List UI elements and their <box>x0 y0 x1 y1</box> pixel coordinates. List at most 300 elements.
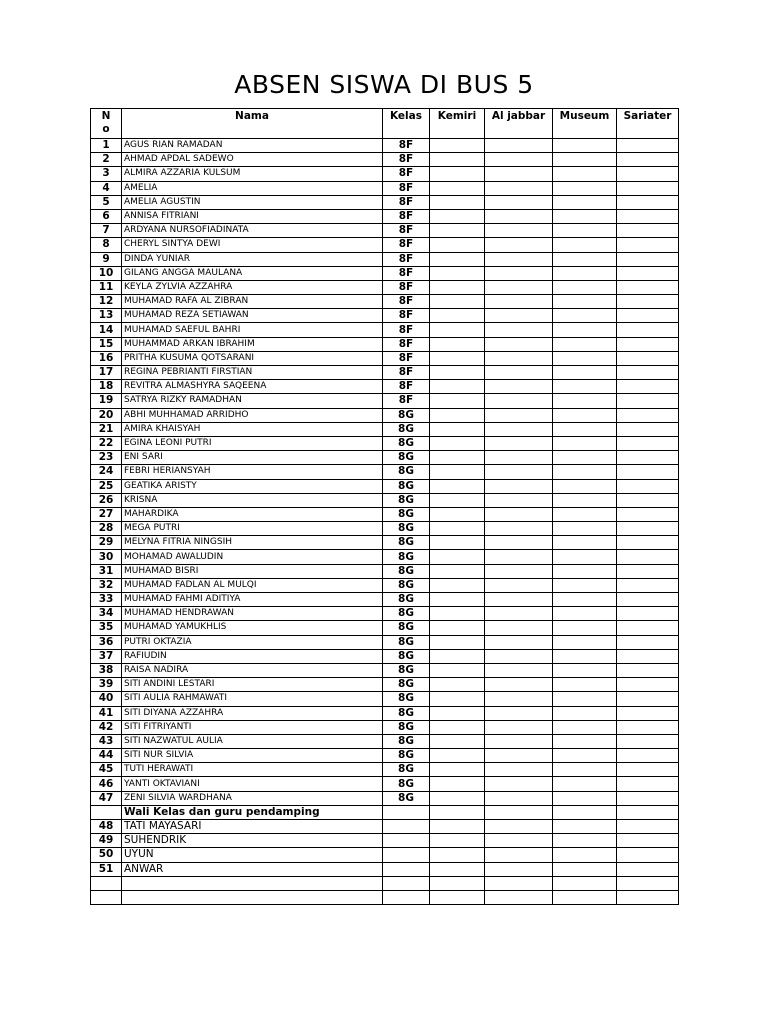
kemiri-cell[interactable] <box>430 167 485 181</box>
teachers-heading: Wali Kelas dan guru pendamping <box>122 805 383 819</box>
museum-cell[interactable] <box>553 224 617 238</box>
student-row <box>91 564 679 578</box>
kemiri-cell[interactable] <box>430 635 485 649</box>
museum-cell[interactable] <box>553 706 617 720</box>
aljabbar-cell[interactable] <box>485 422 553 436</box>
header-sariater: Sariater <box>617 109 679 139</box>
aljabbar-cell[interactable] <box>485 678 553 692</box>
student-row <box>91 465 679 479</box>
kemiri-cell[interactable] <box>430 593 485 607</box>
header-kemiri: Kemiri <box>430 109 485 139</box>
sariater-cell[interactable] <box>617 309 679 323</box>
kemiri-cell[interactable] <box>430 820 485 834</box>
museum-cell[interactable] <box>553 195 617 209</box>
aljabbar-cell[interactable] <box>485 550 553 564</box>
kemiri-cell[interactable] <box>430 706 485 720</box>
aljabbar-cell[interactable] <box>485 734 553 748</box>
sariater-cell[interactable] <box>617 295 679 309</box>
aljabbar-cell[interactable] <box>485 366 553 380</box>
aljabbar-cell[interactable] <box>485 507 553 521</box>
aljabbar-cell[interactable] <box>485 465 553 479</box>
aljabbar-cell[interactable] <box>485 167 553 181</box>
museum-cell[interactable] <box>553 720 617 734</box>
row-number: 33 <box>91 593 122 607</box>
sariater-cell[interactable] <box>617 351 679 365</box>
student-row <box>91 337 679 351</box>
sariater-cell[interactable] <box>617 238 679 252</box>
aljabbar-cell[interactable] <box>485 238 553 252</box>
museum-cell[interactable] <box>553 380 617 394</box>
aljabbar-cell[interactable] <box>485 692 553 706</box>
student-class: 8G <box>383 678 430 692</box>
student-class: 8G <box>383 749 430 763</box>
kemiri-cell[interactable] <box>430 337 485 351</box>
student-row <box>91 734 679 748</box>
sariater-cell[interactable] <box>617 607 679 621</box>
aljabbar-cell[interactable] <box>485 578 553 592</box>
museum-cell[interactable] <box>553 280 617 294</box>
student-class: 8F <box>383 167 430 181</box>
sariater-cell[interactable] <box>617 181 679 195</box>
header-no-label: N o <box>101 110 111 135</box>
museum-cell[interactable] <box>553 593 617 607</box>
museum-cell[interactable] <box>553 238 617 252</box>
aljabbar-cell[interactable] <box>485 295 553 309</box>
museum-cell[interactable] <box>553 763 617 777</box>
blank-no-cell[interactable] <box>91 876 122 890</box>
sariater-cell[interactable] <box>617 763 679 777</box>
kemiri-cell[interactable] <box>430 663 485 677</box>
sariater-cell[interactable] <box>617 578 679 592</box>
sariater-cell[interactable] <box>617 777 679 791</box>
aljabbar-cell[interactable] <box>485 479 553 493</box>
sariater-cell[interactable] <box>617 522 679 536</box>
aljabbar-cell[interactable] <box>485 408 553 422</box>
row-number: 21 <box>91 422 122 436</box>
sariater-cell[interactable] <box>617 252 679 266</box>
sariater-cell[interactable] <box>617 678 679 692</box>
museum-cell[interactable] <box>553 337 617 351</box>
sariater-cell[interactable] <box>617 337 679 351</box>
student-name: SATRYA RIZKY RAMADHAN <box>122 394 383 408</box>
sariater-cell[interactable] <box>617 209 679 223</box>
kemiri-cell[interactable] <box>430 876 485 890</box>
sariater-cell[interactable] <box>617 834 679 848</box>
sariater-cell[interactable] <box>617 139 679 153</box>
kemiri-cell[interactable] <box>430 295 485 309</box>
student-row <box>91 366 679 380</box>
kemiri-cell[interactable] <box>430 181 485 195</box>
student-name: KEYLA ZYLVIA AZZAHRA <box>122 280 383 294</box>
sariater-cell[interactable] <box>617 536 679 550</box>
aljabbar-cell[interactable] <box>485 635 553 649</box>
museum-cell[interactable] <box>553 522 617 536</box>
museum-cell[interactable] <box>553 777 617 791</box>
museum-cell[interactable] <box>553 550 617 564</box>
blank-name-cell[interactable] <box>122 876 383 890</box>
museum-cell[interactable] <box>553 252 617 266</box>
kemiri-cell[interactable] <box>430 252 485 266</box>
kemiri-cell[interactable] <box>430 734 485 748</box>
student-class: 8F <box>383 252 430 266</box>
sariater-cell[interactable] <box>617 451 679 465</box>
sariater-cell[interactable] <box>617 749 679 763</box>
sariater-cell[interactable] <box>617 266 679 280</box>
kemiri-cell[interactable] <box>430 323 485 337</box>
museum-cell[interactable] <box>553 876 617 890</box>
kemiri-cell[interactable] <box>430 380 485 394</box>
museum-cell[interactable] <box>553 408 617 422</box>
student-class: 8G <box>383 578 430 592</box>
student-name: SITI NAZWATUL AULIA <box>122 734 383 748</box>
aljabbar-cell[interactable] <box>485 820 553 834</box>
museum-cell[interactable] <box>553 181 617 195</box>
sariater-cell[interactable] <box>617 507 679 521</box>
museum-cell[interactable] <box>553 805 617 819</box>
aljabbar-cell[interactable] <box>485 380 553 394</box>
museum-cell[interactable] <box>553 607 617 621</box>
sariater-cell[interactable] <box>617 422 679 436</box>
museum-cell[interactable] <box>553 436 617 450</box>
kemiri-cell[interactable] <box>430 209 485 223</box>
museum-cell[interactable] <box>553 323 617 337</box>
aljabbar-cell[interactable] <box>485 493 553 507</box>
aljabbar-cell[interactable] <box>485 280 553 294</box>
student-name: RAFIUDIN <box>122 649 383 663</box>
student-row <box>91 522 679 536</box>
museum-cell[interactable] <box>553 366 617 380</box>
teacher-row <box>91 834 679 848</box>
aljabbar-cell[interactable] <box>485 649 553 663</box>
aljabbar-cell[interactable] <box>485 309 553 323</box>
kemiri-cell[interactable] <box>430 720 485 734</box>
museum-cell[interactable] <box>553 351 617 365</box>
museum-cell[interactable] <box>553 820 617 834</box>
sariater-cell[interactable] <box>617 734 679 748</box>
student-class: 8F <box>383 351 430 365</box>
sariater-cell[interactable] <box>617 195 679 209</box>
student-name: REVITRA ALMASHYRA SAQEENA <box>122 380 383 394</box>
kemiri-cell[interactable] <box>430 153 485 167</box>
row-number: 18 <box>91 380 122 394</box>
student-class: 8F <box>383 323 430 337</box>
museum-cell[interactable] <box>553 536 617 550</box>
aljabbar-cell[interactable] <box>485 564 553 578</box>
kemiri-cell[interactable] <box>430 805 485 819</box>
kemiri-cell[interactable] <box>430 834 485 848</box>
row-number: 7 <box>91 224 122 238</box>
kemiri-cell[interactable] <box>430 692 485 706</box>
student-class: 8G <box>383 507 430 521</box>
student-name: MUHAMAD BISRI <box>122 564 383 578</box>
sariater-cell[interactable] <box>617 394 679 408</box>
aljabbar-cell[interactable] <box>485 663 553 677</box>
student-name: TUTI HERAWATI <box>122 763 383 777</box>
aljabbar-cell[interactable] <box>485 351 553 365</box>
museum-cell[interactable] <box>553 791 617 805</box>
student-class: 8G <box>383 692 430 706</box>
kemiri-cell[interactable] <box>430 394 485 408</box>
museum-cell[interactable] <box>553 749 617 763</box>
museum-cell[interactable] <box>553 692 617 706</box>
museum-cell[interactable] <box>553 451 617 465</box>
sariater-cell[interactable] <box>617 224 679 238</box>
sariater-cell[interactable] <box>617 706 679 720</box>
aljabbar-cell[interactable] <box>485 607 553 621</box>
kemiri-cell[interactable] <box>430 507 485 521</box>
student-row <box>91 295 679 309</box>
row-number: 41 <box>91 706 122 720</box>
kemiri-cell[interactable] <box>430 749 485 763</box>
sariater-cell[interactable] <box>617 720 679 734</box>
kemiri-cell[interactable] <box>430 465 485 479</box>
student-class <box>383 805 430 819</box>
sariater-cell[interactable] <box>617 436 679 450</box>
student-class: 8F <box>383 238 430 252</box>
museum-cell[interactable] <box>553 848 617 862</box>
sariater-cell[interactable] <box>617 493 679 507</box>
sariater-cell[interactable] <box>617 805 679 819</box>
kemiri-cell[interactable] <box>430 791 485 805</box>
kemiri-cell[interactable] <box>430 890 485 904</box>
sariater-cell[interactable] <box>617 663 679 677</box>
student-name: GILANG ANGGA MAULANA <box>122 266 383 280</box>
museum-cell[interactable] <box>553 834 617 848</box>
student-class: 8G <box>383 791 430 805</box>
teacher-class <box>383 848 430 862</box>
kemiri-cell[interactable] <box>430 224 485 238</box>
row-number: 30 <box>91 550 122 564</box>
museum-cell[interactable] <box>553 167 617 181</box>
sariater-cell[interactable] <box>617 862 679 876</box>
aljabbar-cell[interactable] <box>485 848 553 862</box>
aljabbar-cell[interactable] <box>485 323 553 337</box>
aljabbar-cell[interactable] <box>485 777 553 791</box>
sariater-cell[interactable] <box>617 820 679 834</box>
sariater-cell[interactable] <box>617 593 679 607</box>
kemiri-cell[interactable] <box>430 238 485 252</box>
row-number: 2 <box>91 153 122 167</box>
kemiri-cell[interactable] <box>430 578 485 592</box>
student-name: MUHAMAD REZA SETIAWAN <box>122 309 383 323</box>
aljabbar-cell[interactable] <box>485 621 553 635</box>
aljabbar-cell[interactable] <box>485 224 553 238</box>
student-row <box>91 451 679 465</box>
museum-cell[interactable] <box>553 649 617 663</box>
aljabbar-cell[interactable] <box>485 763 553 777</box>
row-number: 19 <box>91 394 122 408</box>
row-number: 43 <box>91 734 122 748</box>
row-number: 38 <box>91 663 122 677</box>
aljabbar-cell[interactable] <box>485 706 553 720</box>
kemiri-cell[interactable] <box>430 621 485 635</box>
row-number: 20 <box>91 408 122 422</box>
museum-cell[interactable] <box>553 465 617 479</box>
aljabbar-cell[interactable] <box>485 720 553 734</box>
aljabbar-cell[interactable] <box>485 181 553 195</box>
kemiri-cell[interactable] <box>430 479 485 493</box>
row-number: 32 <box>91 578 122 592</box>
aljabbar-cell[interactable] <box>485 266 553 280</box>
student-row <box>91 351 679 365</box>
aljabbar-cell[interactable] <box>485 536 553 550</box>
student-class: 8F <box>383 209 430 223</box>
kemiri-cell[interactable] <box>430 408 485 422</box>
museum-cell[interactable] <box>553 266 617 280</box>
aljabbar-cell[interactable] <box>485 593 553 607</box>
row-number: 27 <box>91 507 122 521</box>
aljabbar-cell[interactable] <box>485 153 553 167</box>
museum-cell[interactable] <box>553 139 617 153</box>
aljabbar-cell[interactable] <box>485 394 553 408</box>
student-name: MUHAMAD FAHMI ADITIYA <box>122 593 383 607</box>
student-class: 8G <box>383 663 430 677</box>
museum-cell[interactable] <box>553 422 617 436</box>
kemiri-cell[interactable] <box>430 451 485 465</box>
student-name: MAHARDIKA <box>122 507 383 521</box>
blank-class-cell[interactable] <box>383 890 430 904</box>
sariater-cell[interactable] <box>617 635 679 649</box>
sariater-cell[interactable] <box>617 564 679 578</box>
kemiri-cell[interactable] <box>430 266 485 280</box>
sariater-cell[interactable] <box>617 692 679 706</box>
kemiri-cell[interactable] <box>430 351 485 365</box>
header-aljabbar: Al jabbar <box>485 109 553 139</box>
kemiri-cell[interactable] <box>430 436 485 450</box>
aljabbar-cell[interactable] <box>485 139 553 153</box>
aljabbar-cell[interactable] <box>485 834 553 848</box>
museum-cell[interactable] <box>553 209 617 223</box>
kemiri-cell[interactable] <box>430 139 485 153</box>
student-row <box>91 153 679 167</box>
row-number: 28 <box>91 522 122 536</box>
museum-cell[interactable] <box>553 493 617 507</box>
aljabbar-cell[interactable] <box>485 436 553 450</box>
museum-cell[interactable] <box>553 862 617 876</box>
attendance-table <box>90 108 679 905</box>
museum-cell[interactable] <box>553 507 617 521</box>
kemiri-cell[interactable] <box>430 848 485 862</box>
student-class: 8F <box>383 309 430 323</box>
sariater-cell[interactable] <box>617 876 679 890</box>
kemiri-cell[interactable] <box>430 550 485 564</box>
aljabbar-cell[interactable] <box>485 337 553 351</box>
aljabbar-cell[interactable] <box>485 805 553 819</box>
museum-cell[interactable] <box>553 295 617 309</box>
museum-cell[interactable] <box>553 734 617 748</box>
museum-cell[interactable] <box>553 564 617 578</box>
student-name: SITI FITRIYANTI <box>122 720 383 734</box>
blank-class-cell[interactable] <box>383 876 430 890</box>
row-number <box>91 805 122 819</box>
aljabbar-cell[interactable] <box>485 195 553 209</box>
kemiri-cell[interactable] <box>430 280 485 294</box>
kemiri-cell[interactable] <box>430 366 485 380</box>
aljabbar-cell[interactable] <box>485 890 553 904</box>
sariater-cell[interactable] <box>617 479 679 493</box>
kemiri-cell[interactable] <box>430 536 485 550</box>
museum-cell[interactable] <box>553 578 617 592</box>
student-name: YANTI OKTAVIANI <box>122 777 383 791</box>
row-number: 25 <box>91 479 122 493</box>
student-class: 8G <box>383 777 430 791</box>
aljabbar-cell[interactable] <box>485 209 553 223</box>
blank-no-cell[interactable] <box>91 890 122 904</box>
teacher-row <box>91 820 679 834</box>
museum-cell[interactable] <box>553 678 617 692</box>
sariater-cell[interactable] <box>617 167 679 181</box>
student-name: MUHAMAD RAFA AL ZIBRAN <box>122 295 383 309</box>
student-name: ARDYANA NURSOFIADINATA <box>122 224 383 238</box>
museum-cell[interactable] <box>553 635 617 649</box>
sariater-cell[interactable] <box>617 380 679 394</box>
student-row <box>91 238 679 252</box>
museum-cell[interactable] <box>553 890 617 904</box>
kemiri-cell[interactable] <box>430 309 485 323</box>
sariater-cell[interactable] <box>617 153 679 167</box>
sariater-cell[interactable] <box>617 649 679 663</box>
sariater-cell[interactable] <box>617 280 679 294</box>
sariater-cell[interactable] <box>617 550 679 564</box>
sariater-cell[interactable] <box>617 366 679 380</box>
kemiri-cell[interactable] <box>430 607 485 621</box>
museum-cell[interactable] <box>553 309 617 323</box>
museum-cell[interactable] <box>553 479 617 493</box>
student-name: CHERYL SINTYA DEWI <box>122 238 383 252</box>
sariater-cell[interactable] <box>617 323 679 337</box>
sariater-cell[interactable] <box>617 408 679 422</box>
museum-cell[interactable] <box>553 153 617 167</box>
aljabbar-cell[interactable] <box>485 522 553 536</box>
sariater-cell[interactable] <box>617 890 679 904</box>
teacher-row <box>91 848 679 862</box>
blank-name-cell[interactable] <box>122 890 383 904</box>
kemiri-cell[interactable] <box>430 777 485 791</box>
kemiri-cell[interactable] <box>430 763 485 777</box>
kemiri-cell[interactable] <box>430 564 485 578</box>
sariater-cell[interactable] <box>617 465 679 479</box>
aljabbar-cell[interactable] <box>485 749 553 763</box>
student-name: PUTRI OKTAZIA <box>122 635 383 649</box>
kemiri-cell[interactable] <box>430 493 485 507</box>
student-row <box>91 593 679 607</box>
kemiri-cell[interactable] <box>430 422 485 436</box>
student-row <box>91 621 679 635</box>
kemiri-cell[interactable] <box>430 678 485 692</box>
aljabbar-cell[interactable] <box>485 862 553 876</box>
sariater-cell[interactable] <box>617 848 679 862</box>
museum-cell[interactable] <box>553 621 617 635</box>
student-class: 8F <box>383 394 430 408</box>
kemiri-cell[interactable] <box>430 862 485 876</box>
aljabbar-cell[interactable] <box>485 451 553 465</box>
aljabbar-cell[interactable] <box>485 876 553 890</box>
sariater-cell[interactable] <box>617 621 679 635</box>
student-name: AMELIA AGUSTIN <box>122 195 383 209</box>
kemiri-cell[interactable] <box>430 195 485 209</box>
museum-cell[interactable] <box>553 663 617 677</box>
kemiri-cell[interactable] <box>430 522 485 536</box>
row-number: 36 <box>91 635 122 649</box>
aljabbar-cell[interactable] <box>485 252 553 266</box>
museum-cell[interactable] <box>553 394 617 408</box>
header-nama: Nama <box>122 109 383 139</box>
aljabbar-cell[interactable] <box>485 791 553 805</box>
student-name: RAISA NADIRA <box>122 663 383 677</box>
kemiri-cell[interactable] <box>430 649 485 663</box>
sariater-cell[interactable] <box>617 791 679 805</box>
row-number: 5 <box>91 195 122 209</box>
